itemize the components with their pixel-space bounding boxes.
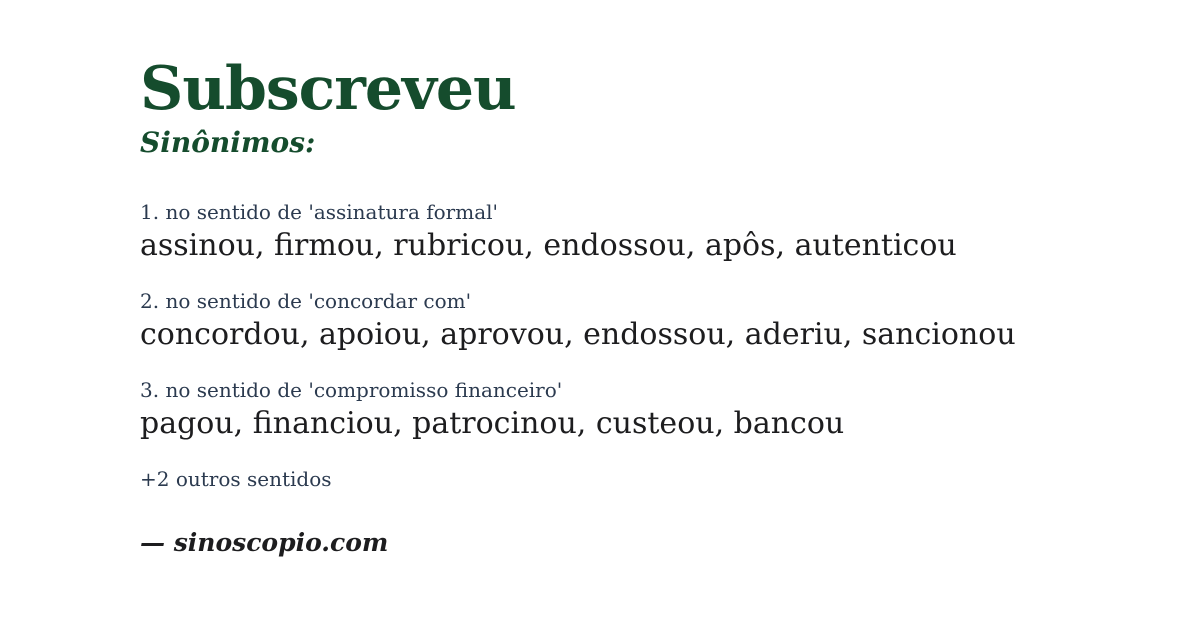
- page-title: Subscreveu: [140, 54, 516, 124]
- sense-1-label: 1. no sentido de 'assinatura formal': [140, 200, 499, 225]
- more-senses-link[interactable]: +2 outros sentidos: [140, 467, 332, 492]
- synonyms-heading: Sinônimos:: [140, 126, 316, 159]
- sense-item-3: [140, 377, 1130, 442]
- sense-2-label: 2. no sentido de 'concordar com': [140, 289, 472, 314]
- sense-3-synonyms: pagou, financiou, patrocinou, custeou, bancou: [140, 406, 845, 442]
- sense-1-synonyms: assinou, firmou, rubricou, endossou, apôs, autenticou: [140, 228, 957, 264]
- sense-item-2: [140, 288, 1130, 353]
- senses-list: [140, 199, 1130, 442]
- sense-3-label: 3. no sentido de 'compromisso financeiro': [140, 378, 563, 403]
- attribution-source: — sinoscopio.com: [140, 528, 389, 558]
- sense-2-synonyms: concordou, apoiou, aprovou, endossou, aderiu, sancionou: [140, 317, 1016, 353]
- sense-item-1: [140, 199, 1130, 264]
